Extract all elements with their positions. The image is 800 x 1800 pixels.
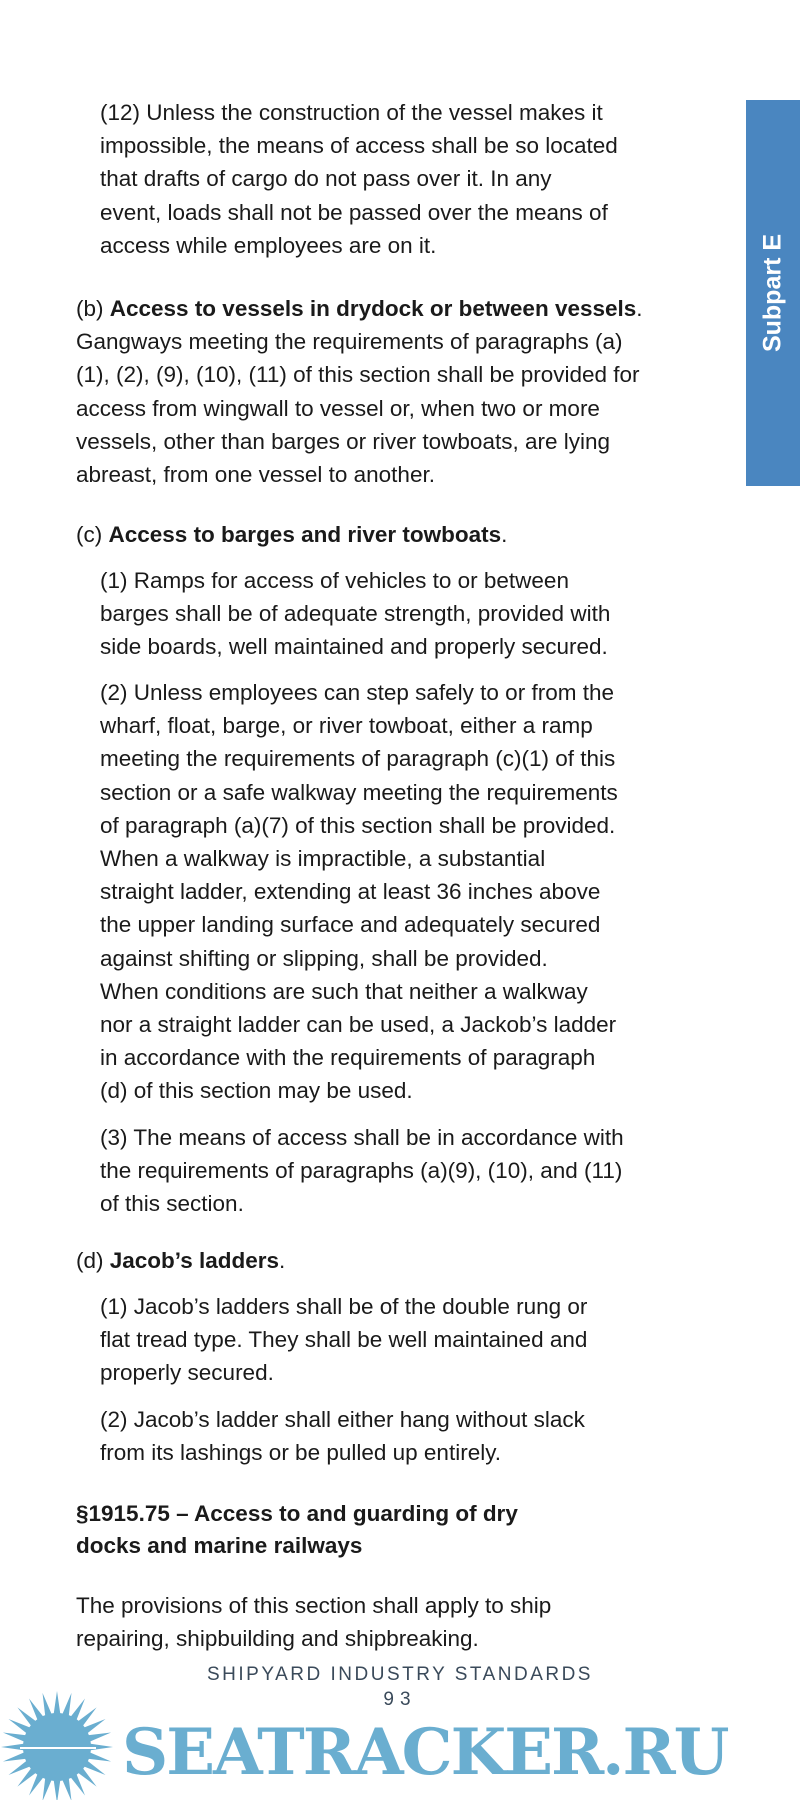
text-segment: (d) [76,1248,110,1273]
paragraph-provisions [76,1589,551,1655]
paragraph-d2 [100,1403,585,1469]
paragraph-b [76,292,643,491]
bold-lead-in: Access to vessels in drydock or between vessels [109,296,637,321]
paragraph-c3 [100,1121,624,1221]
subpart-side-tab [746,100,800,486]
watermark-text: SEATRACKER.RU [122,1715,728,1790]
text-line: that drafts of cargo do not pass over it. In any [100,166,552,192]
text-line: the requirements of paragraphs (a)(9), (10), and (11) [100,1158,623,1184]
text-line: Gangways meeting the requirements of paragraphs (a) [76,329,623,355]
section-heading [76,1498,518,1562]
text-line: against shifting or slipping, shall be provided. [100,945,548,971]
text-line: §1915.75 – Access to and guarding of dry [76,1501,518,1526]
paragraph-c-heading [76,518,507,551]
text-line: (3) The means of access shall be in accordance with [100,1125,624,1150]
paragraph-c2 [100,676,618,1108]
text-line: The provisions of this section shall apply to ship [76,1593,552,1618]
text-line: abreast, from one vessel to another. [76,462,435,488]
text-line: of paragraph (a)(7) of this section shall be provided. [100,812,616,838]
paragraph-a12 [100,96,618,262]
text-line: the upper landing surface and adequately secured [100,912,601,938]
text-line: impossible, the means of access shall be so located [100,133,618,159]
text-line: event, loads shall not be passed over the means of [100,199,608,225]
text-segment: (c) [76,522,109,547]
text-line: docks and marine railways [76,1533,363,1558]
subpart-label: Subpart E [758,233,787,353]
paragraph-d-heading [76,1244,285,1277]
bold-lead-in: Jacob’s ladders [109,1248,279,1273]
text-line: (2) Jacob’s ladder shall either hang without slack [100,1407,585,1432]
text-line: repairing, shipbuilding and shipbreaking. [76,1626,479,1652]
text-line: barges shall be of adequate strength, provided with [100,601,611,627]
text-line: vessels, other than barges or river towboats, are lying [76,428,611,454]
text-segment: . [636,296,643,321]
bold-lead-in: Access to barges and river towboats [108,522,502,547]
text-line: When conditions are such that neither a walkway [100,978,588,1004]
text-line: properly secured. [100,1360,274,1386]
text-line: wharf, float, barge, or river towboat, either a ramp [100,713,593,739]
text-line: in accordance with the requirements of paragraph [100,1045,596,1071]
page-number: 93 [383,1689,417,1710]
text-line: from its lashings or be pulled up entirely. [100,1440,502,1466]
text-line: access while employees are on it. [100,232,437,258]
text-line: (2) Unless employees can step safely to or from the [100,680,614,705]
text-segment: (b) [76,296,110,321]
text-line: access from wingwall to vessel or, when two or more [76,395,600,421]
text-line: (12) Unless the construction of the vessel makes it [100,100,603,125]
text-line: (1) Jacob’s ladders shall be of the double rung or [100,1294,588,1319]
paragraph-c1 [100,564,610,664]
text-line [76,1244,285,1277]
text-segment: . [501,522,508,547]
text-line: of this section. [100,1191,244,1217]
footer-title: SHIPYARD INDUSTRY STANDARDS [207,1664,593,1685]
text-line: straight ladder, extending at least 36 inches above [100,879,601,905]
text-line: (1), (2), (9), (10), (11) of this section shall be provided for [76,362,640,388]
text-line: meeting the requirements of paragraph (c)(1) of this [100,746,616,772]
text-line: side boards, well maintained and properly secured. [100,634,608,660]
text-line: When a walkway is impractible, a substantial [100,846,546,872]
text-line: nor a straight ladder can be used, a Jackob’s ladder [100,1012,617,1038]
paragraph-d1 [100,1290,587,1390]
text-segment: . [279,1248,286,1273]
text-line: (d) of this section may be used. [100,1078,413,1104]
text-line: (1) Ramps for access of vehicles to or between [100,568,569,593]
text-line [76,518,507,551]
text-line [76,292,643,325]
text-line: section or a safe walkway meeting the requirements [100,779,618,805]
text-line: flat tread type. They shall be well maintained and [100,1327,588,1353]
